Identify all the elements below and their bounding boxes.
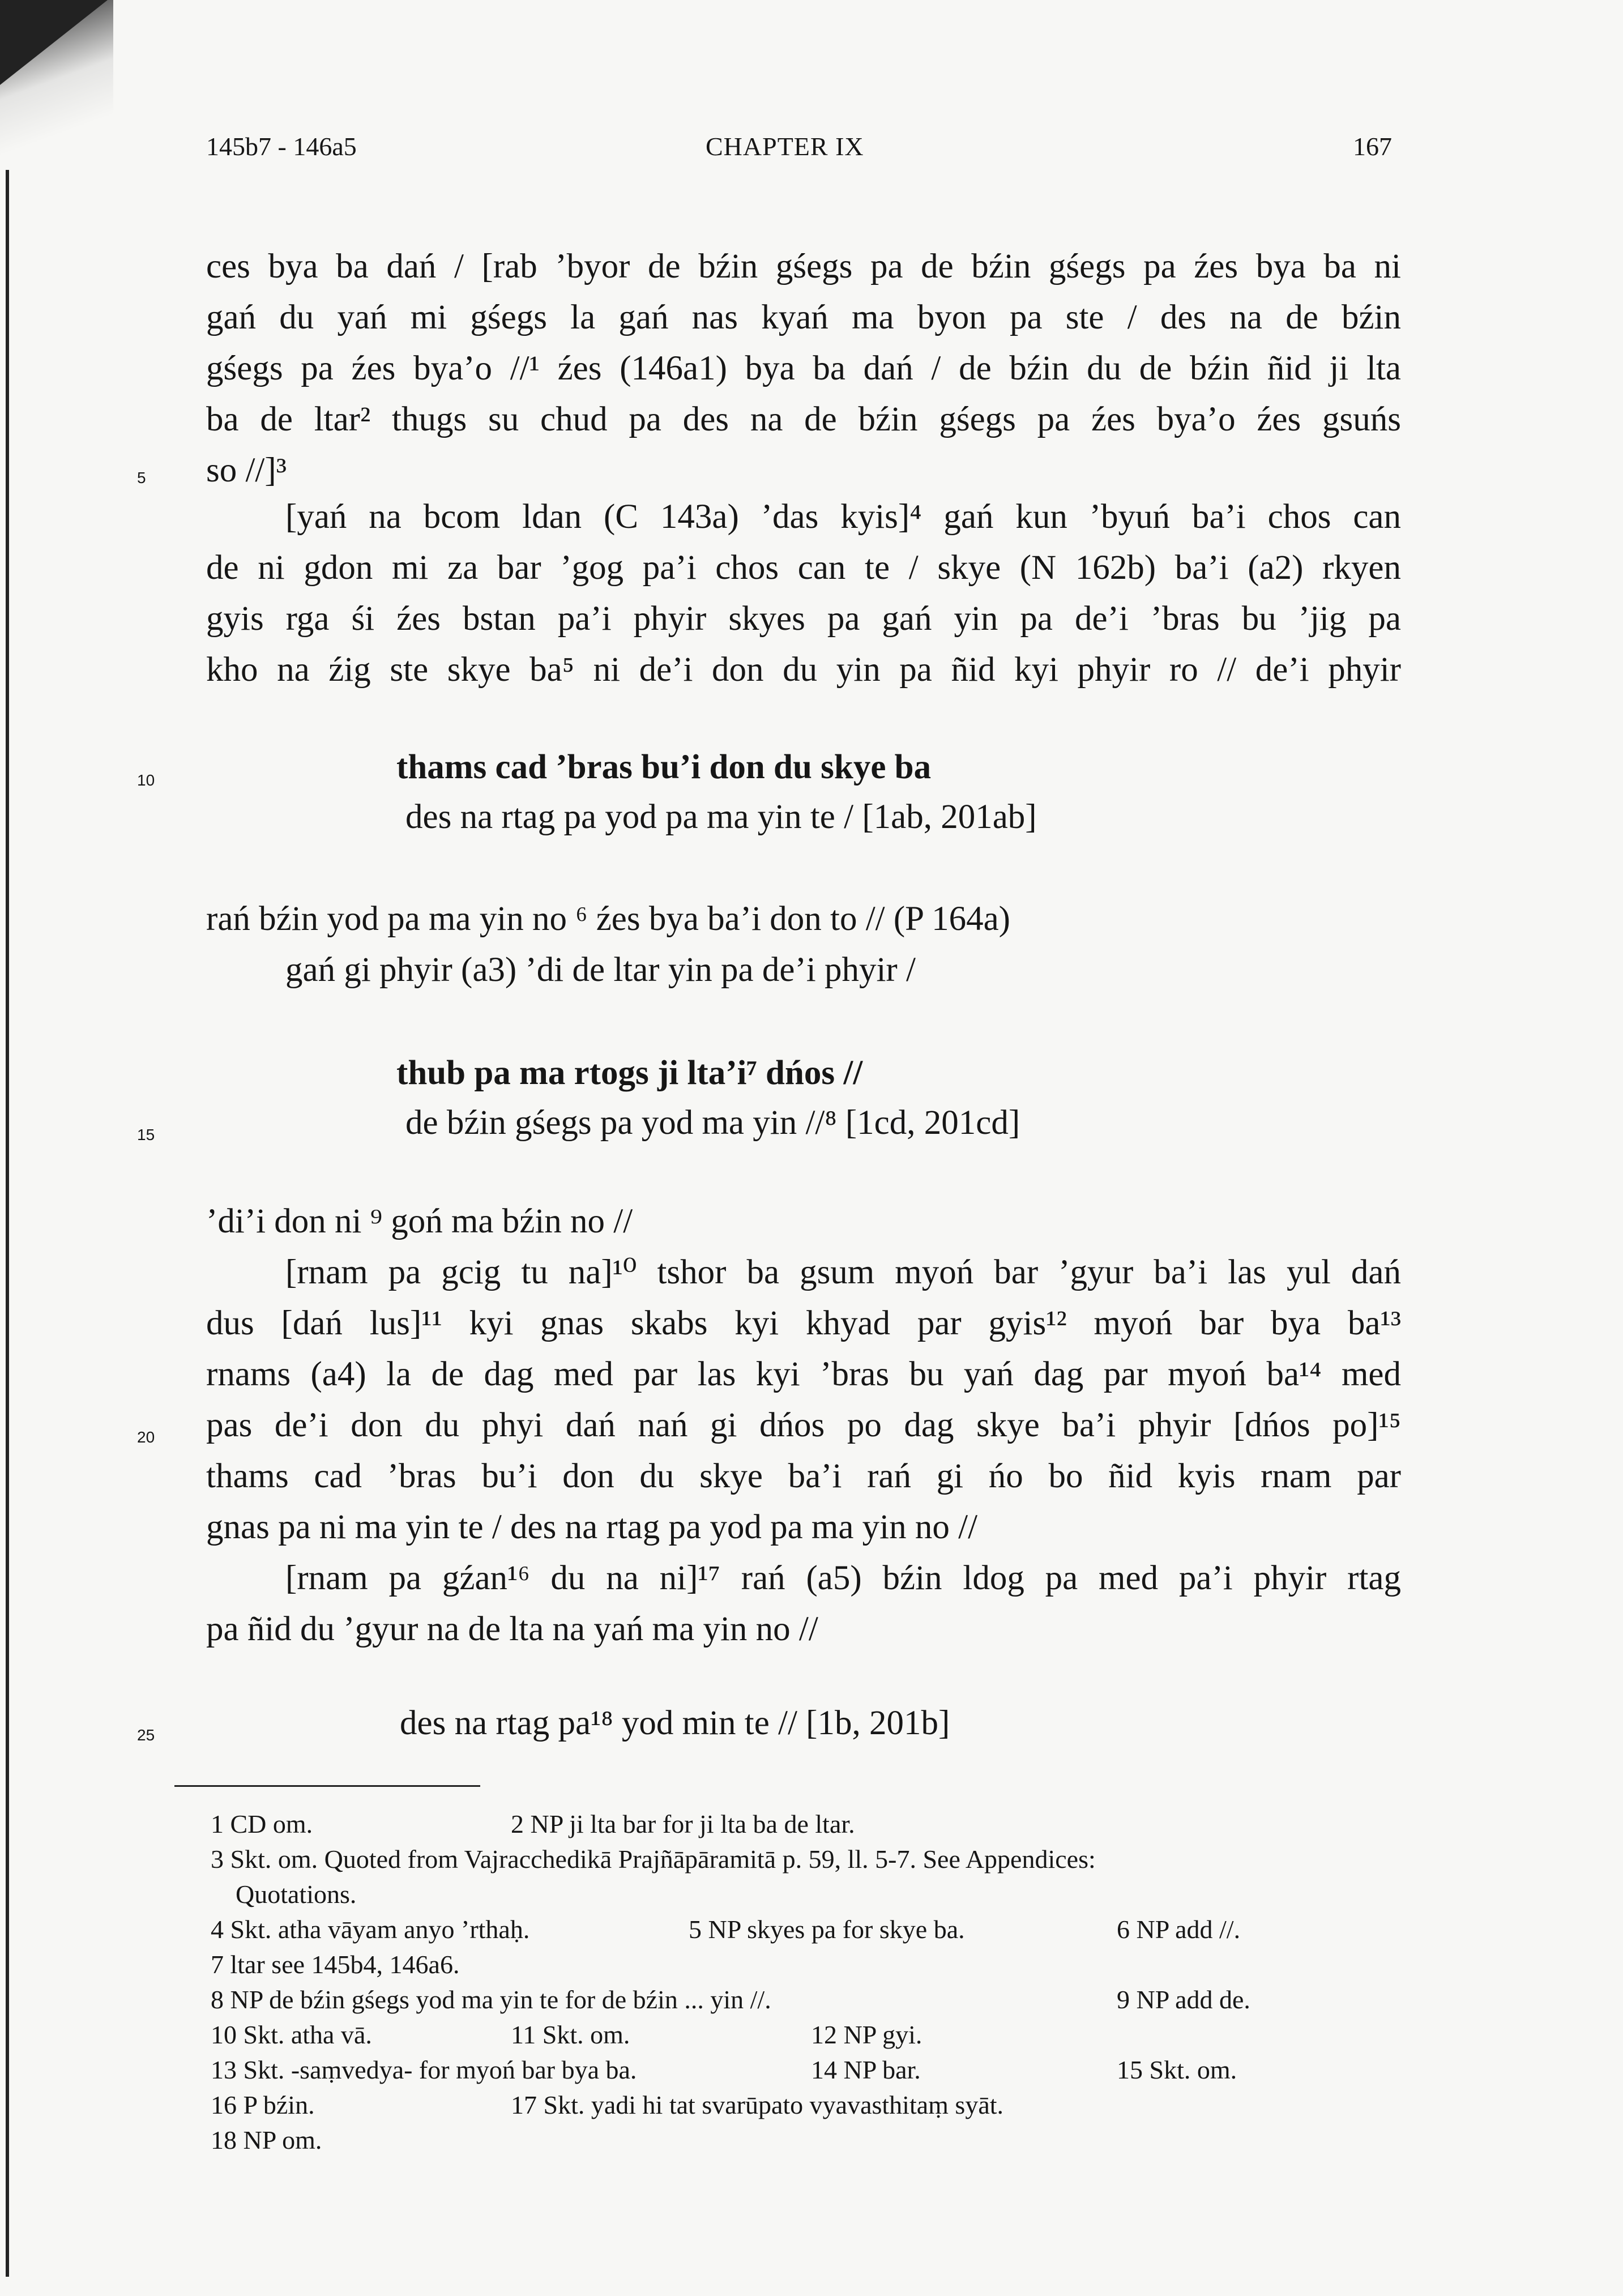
footnote: 18 NP om.	[211, 2126, 322, 2154]
footnote-rule	[174, 1785, 480, 1787]
paragraph-1	[206, 241, 1401, 496]
verse-line: de bźin gśegs pa yod ma yin //⁸ [1cd, 201cd]	[405, 1104, 1020, 1142]
footnote: 9 NP add de.	[1117, 1985, 1250, 2014]
footnote: 13 Skt. -saṃvedya- for myoń bar bya ba.	[211, 2055, 637, 2084]
line-number: 20	[137, 1428, 155, 1446]
scan-corner	[0, 0, 108, 85]
text-line: gań gi phyir (a3) ’di de ltar yin pa de’i phyir /	[285, 951, 916, 989]
text-line: thams cad ’bras bu’i don du skye ba’i rań gi ńo bo ñid kyis rnam par	[206, 1457, 1401, 1495]
paragraph-4	[206, 1196, 1401, 1655]
verse-line: des na rtag pa¹⁸ yod min te // [1b, 201b]	[400, 1704, 950, 1742]
text-line: de ni gdon mi za bar ’gog pa’i chos can te / skye (N 162b) ba’i (a2) rkyen	[206, 549, 1401, 587]
footnote: 17 Skt. yadi hi tat svarūpato vyavasthitaṃ syāt.	[511, 2090, 1004, 2119]
footnote: 3 Skt. om. Quoted from Vajracchedikā Prajñāpāramitā p. 59, ll. 5-7. See Appendices:	[211, 1845, 1096, 1873]
footnote: 10 Skt. atha vā.	[211, 2020, 372, 2049]
text-line: [rnam pa gźan¹⁶ du na ni]¹⁷ rań (a5) bźin ldog pa med pa’i phyir rtag	[285, 1559, 1401, 1597]
line-number: 25	[137, 1726, 155, 1744]
footnote: 1 CD om.	[211, 1810, 313, 1838]
folio-range: 145b7 - 146a5	[206, 132, 357, 161]
page-edge	[6, 170, 9, 2277]
paragraph-3	[206, 894, 1401, 996]
text-line: gań du yań mi gśegs la gań nas kyań ma byon pa ste / des na de bźin	[206, 298, 1401, 336]
footnote: 4 Skt. atha vāyam anyo ’rthaḥ.	[211, 1915, 530, 1944]
footnote: 15 Skt. om.	[1117, 2055, 1237, 2084]
text-line: rań bźin yod pa ma yin no ⁶ źes bya ba’i don to // (P 164a)	[206, 900, 1010, 938]
footnotes	[211, 1807, 1406, 2158]
footnote: 12 NP gyi.	[811, 2020, 922, 2049]
line-number: 15	[137, 1126, 155, 1143]
text-line: [yań na bcom ldan (C 143a) ’das kyis]⁴ gań kun ’byuń ba’i chos can	[285, 498, 1401, 536]
chapter-title: CHAPTER IX	[706, 132, 864, 161]
verse-line: des na rtag pa yod pa ma yin te / [1ab, 201ab]	[405, 798, 1037, 836]
text-line: ’di’i don ni ⁹ goń ma bźin no //	[206, 1202, 633, 1240]
footnote: 5 NP skyes pa for skye ba.	[689, 1915, 965, 1944]
text-line: so //]³	[206, 451, 287, 489]
footnote: 14 NP bar.	[811, 2055, 921, 2084]
verse-line: thams cad ’bras bu’i don du skye ba	[396, 748, 932, 786]
text-line: [rnam pa gcig tu na]¹⁰ tshor ba gsum myoń bar ’gyur ba’i las yul dań	[285, 1253, 1401, 1291]
text-line: pa ñid du ’gyur na de lta na yań ma yin no //	[206, 1610, 818, 1648]
verse-line: thub pa ma rtogs ji lta’i⁷ dńos //	[396, 1054, 863, 1092]
footnote: 8 NP de bźin gśegs yod ma yin te for de bźin ... yin //.	[211, 1985, 771, 2014]
text-line: gnas pa ni ma yin te / des na rtag pa yod pa ma yin no //	[206, 1508, 978, 1546]
footnote: 16 P bźin.	[211, 2090, 315, 2119]
text-line: gyis rga śi źes bstan pa’i phyir skyes pa gań yin pa de’i ’bras bu ’jig pa	[206, 600, 1401, 638]
footnote: 11 Skt. om.	[511, 2020, 630, 2049]
text-line: gśegs pa źes bya’o //¹ źes (146a1) bya ba dań / de bźin du de bźin ñid ji lta	[206, 349, 1401, 387]
page-number: 167	[1353, 132, 1392, 161]
text-line: pas de’i don du phyi dań nań gi dńos po dag skye ba’i phyir [dńos po]¹⁵	[206, 1406, 1401, 1444]
paragraph-2	[206, 492, 1401, 695]
line-number: 5	[137, 469, 146, 486]
footnote: 7 ltar see 145b4, 146a6.	[211, 1950, 460, 1979]
text-line: rnams (a4) la de dag med par las kyi ’bras bu yań dag par myoń ba¹⁴ med	[206, 1355, 1401, 1393]
footnote: 2 NP ji lta bar for ji lta ba de ltar.	[511, 1810, 855, 1838]
text-line: kho na źig ste skye ba⁵ ni de’i don du yin pa ñid kyi phyir ro // de’i phyir	[206, 651, 1401, 689]
text-line: dus [dań lus]¹¹ kyi gnas skabs kyi khyad par gyis¹² myoń bar bya ba¹³	[206, 1304, 1401, 1342]
footnote: 6 NP add //.	[1117, 1915, 1241, 1944]
text-line: ba de ltar² thugs su chud pa des na de bźin gśegs pa źes bya’o źes gsuńs	[206, 400, 1401, 438]
footnote: Quotations.	[236, 1880, 357, 1909]
line-number: 10	[137, 771, 155, 789]
text-line: ces bya ba dań / [rab ’byor de bźin gśegs pa de bźin gśegs pa źes bya ba ni	[206, 247, 1401, 285]
